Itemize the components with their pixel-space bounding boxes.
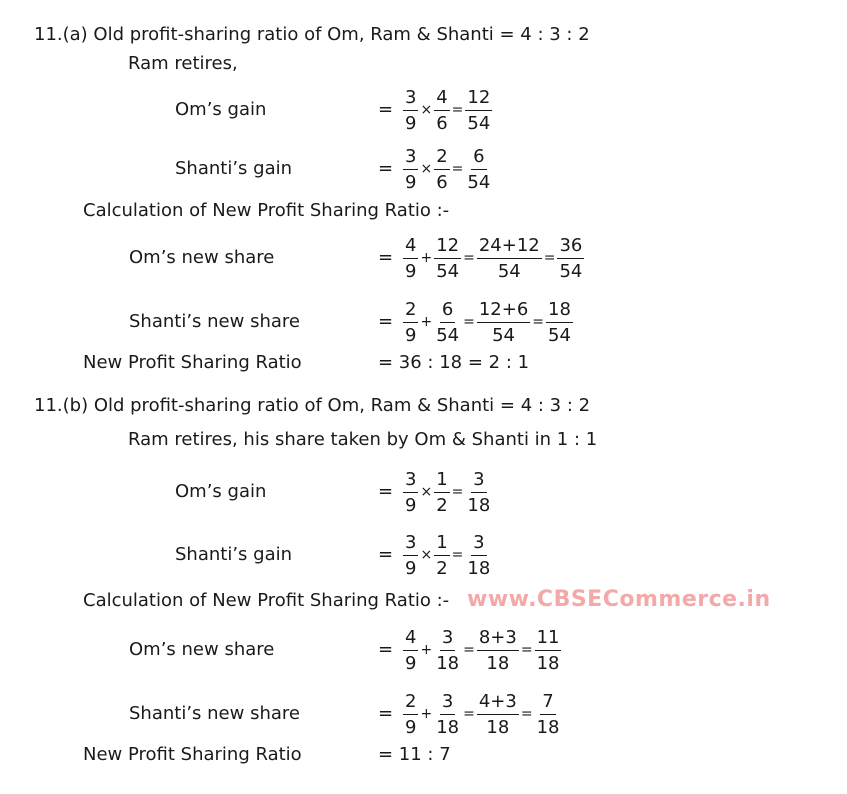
fraction: [477, 233, 542, 284]
denominator: 54: [497, 260, 521, 282]
fraction: [465, 85, 492, 136]
om-gain-label: Om’s gain: [175, 99, 267, 120]
operator: =: [543, 250, 556, 266]
om-new-share-expression: [402, 231, 585, 285]
numerator: 8+3: [477, 625, 519, 651]
operator: =: [463, 706, 475, 722]
numerator: 11: [535, 625, 562, 651]
equals-sign: =: [378, 544, 394, 565]
fraction: [535, 689, 562, 740]
numerator: 1: [434, 530, 449, 556]
denominator: 2: [436, 494, 448, 516]
calc-heading: Calculation of New Profit Sharing Ratio :-: [83, 200, 450, 221]
part-b-subheading: Ram retires, his share taken by Om & Shanti in 1 : 1: [128, 429, 598, 450]
fraction: [434, 689, 461, 740]
denominator: 54: [559, 260, 583, 282]
denominator: 18: [436, 716, 460, 738]
numerator: 36: [557, 233, 584, 259]
operator: +: [420, 642, 433, 658]
equals-sign: =: [378, 247, 394, 268]
fraction: [465, 530, 492, 581]
shanti-gain-expression: [402, 528, 493, 582]
denominator: 2: [436, 557, 448, 579]
numerator: 3: [403, 530, 418, 556]
equals-sign: =: [378, 158, 394, 179]
denominator: 18: [436, 652, 460, 674]
om-gain-expression: [402, 83, 493, 137]
denominator: 18: [486, 652, 510, 674]
part-b-heading: 11.(b) Old profit-sharing ratio of Om, Ram & Shanti = 4 : 3 : 2: [34, 395, 591, 416]
om-new-share-label: Om’s new share: [129, 247, 275, 268]
fraction: [403, 689, 418, 740]
fraction: [434, 467, 449, 518]
fraction: [434, 625, 461, 676]
numerator: 3: [403, 144, 418, 170]
numerator: 3: [403, 467, 418, 493]
new-ratio-value: = 36 : 18 = 2 : 1: [378, 352, 530, 373]
numerator: 12: [434, 233, 461, 259]
fraction: [477, 689, 519, 740]
denominator: 18: [536, 652, 560, 674]
denominator: 9: [405, 260, 417, 282]
numerator: 4+3: [477, 689, 519, 715]
equals-sign: =: [378, 99, 394, 120]
numerator: 4: [403, 625, 418, 651]
denominator: 54: [436, 260, 460, 282]
shanti-new-share-expression: [402, 687, 562, 741]
shanti-new-share-expression: [402, 295, 574, 349]
fraction: [434, 297, 461, 348]
shanti-gain-label: Shanti’s gain: [175, 158, 293, 179]
numerator: 6: [471, 144, 486, 170]
operator: ×: [420, 484, 433, 500]
numerator: 4: [403, 233, 418, 259]
operator: +: [420, 706, 433, 722]
operator: =: [451, 161, 464, 177]
equals-sign: =: [378, 311, 394, 332]
operator: +: [420, 250, 433, 266]
numerator: 24+12: [477, 233, 542, 259]
operator: =: [532, 314, 545, 330]
numerator: 3: [440, 689, 455, 715]
watermark: www.CBSECommerce.in: [467, 587, 771, 612]
fraction: [434, 85, 449, 136]
equals-sign: =: [378, 703, 394, 724]
denominator: 9: [405, 494, 417, 516]
denominator: 9: [405, 112, 417, 134]
fraction: [477, 297, 530, 348]
fraction: [403, 625, 418, 676]
fraction: [434, 530, 449, 581]
denominator: 18: [536, 716, 560, 738]
fraction: [403, 297, 418, 348]
fraction: [465, 144, 492, 195]
numerator: 1: [434, 467, 449, 493]
operator: ×: [420, 547, 433, 563]
shanti-gain-expression: [402, 142, 493, 196]
numerator: 2: [434, 144, 449, 170]
om-new-share-label: Om’s new share: [129, 639, 275, 660]
numerator: 12: [465, 85, 492, 111]
part-a-subheading: Ram retires,: [128, 53, 238, 74]
numerator: 2: [403, 297, 418, 323]
denominator: 54: [467, 171, 491, 193]
operator: =: [451, 484, 464, 500]
shanti-new-share-label: Shanti’s new share: [129, 311, 300, 332]
calc-heading: Calculation of New Profit Sharing Ratio :-: [83, 590, 450, 611]
fraction: [557, 233, 584, 284]
denominator: 9: [405, 652, 417, 674]
numerator: 6: [440, 297, 455, 323]
fraction: [477, 625, 519, 676]
numerator: 18: [546, 297, 573, 323]
numerator: 3: [440, 625, 455, 651]
fraction: [403, 467, 418, 518]
fraction: [434, 233, 461, 284]
operator: =: [451, 102, 464, 118]
operator: +: [420, 314, 433, 330]
part-a-heading: 11.(a) Old profit-sharing ratio of Om, Ram & Shanti = 4 : 3 : 2: [34, 24, 590, 45]
shanti-gain-label: Shanti’s gain: [175, 544, 293, 565]
fraction: [546, 297, 573, 348]
fraction: [403, 144, 418, 195]
shanti-new-share-label: Shanti’s new share: [129, 703, 300, 724]
denominator: 6: [436, 112, 448, 134]
operator: =: [463, 314, 475, 330]
fraction: [403, 85, 418, 136]
denominator: 18: [467, 557, 491, 579]
operator: =: [451, 547, 464, 563]
new-ratio-label: New Profit Sharing Ratio: [83, 744, 302, 765]
fraction: [403, 530, 418, 581]
denominator: 9: [405, 324, 417, 346]
numerator: 4: [434, 85, 449, 111]
operator: =: [463, 250, 475, 266]
operator: =: [463, 642, 475, 658]
operator: =: [520, 706, 533, 722]
om-gain-expression: [402, 465, 493, 519]
denominator: 54: [548, 324, 571, 346]
numerator: 7: [540, 689, 555, 715]
fraction: [434, 144, 449, 195]
operator: =: [520, 642, 533, 658]
fraction: [465, 467, 492, 518]
equals-sign: =: [378, 481, 394, 502]
denominator: 54: [467, 112, 491, 134]
denominator: 9: [405, 171, 417, 193]
numerator: 2: [403, 689, 418, 715]
numerator: 3: [471, 530, 486, 556]
numerator: 3: [471, 467, 486, 493]
new-ratio-value: = 11 : 7: [378, 744, 451, 765]
denominator: 9: [405, 716, 417, 738]
denominator: 54: [436, 324, 460, 346]
denominator: 9: [405, 557, 417, 579]
operator: ×: [420, 161, 433, 177]
om-new-share-expression: [402, 623, 562, 677]
fraction: [535, 625, 562, 676]
denominator: 6: [436, 171, 448, 193]
operator: ×: [420, 102, 433, 118]
equals-sign: =: [378, 639, 394, 660]
denominator: 18: [486, 716, 510, 738]
numerator: 3: [403, 85, 418, 111]
fraction: [403, 233, 418, 284]
numerator: 12+6: [477, 297, 530, 323]
denominator: 54: [492, 324, 515, 346]
om-gain-label: Om’s gain: [175, 481, 267, 502]
denominator: 18: [467, 494, 491, 516]
new-ratio-label: New Profit Sharing Ratio: [83, 352, 302, 373]
